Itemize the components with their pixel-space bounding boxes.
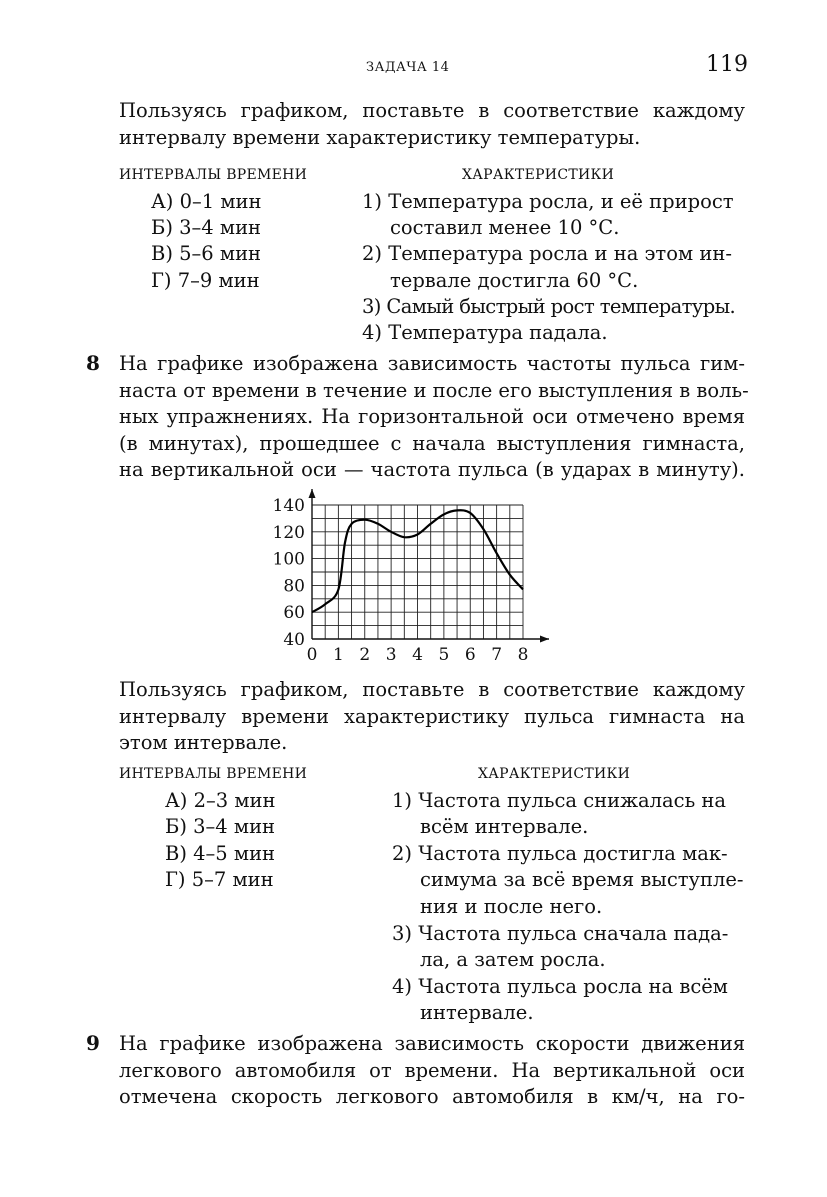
- x-tick-label: 5: [438, 645, 450, 665]
- characteristic-item: тервале достигла 60 °С.: [390, 269, 639, 292]
- characteristic-item: 1) Частота пульса снижалась на: [392, 789, 727, 812]
- x-tick-label: 2: [359, 645, 371, 665]
- page-number: 119: [706, 52, 748, 77]
- intervals-heading: ИНТЕРВАЛЫ ВРЕМЕНИ: [119, 766, 308, 782]
- running-header: ЗАДАЧА 14: [366, 60, 450, 75]
- characteristic-item: интервале.: [420, 1001, 534, 1024]
- x-tick-label: 3: [385, 645, 397, 665]
- interval-item: А) 0–1 мин: [151, 190, 262, 213]
- characteristic-item: 2) Температура росла и на этом ин-: [362, 242, 732, 265]
- task-number: 9: [86, 1031, 100, 1055]
- task8-instruction: Пользуясь графиком, поставьте в соответствие каждому интервалу времени характеристику пульса гимнаста на этом интервале.: [119, 678, 745, 754]
- x-tick-label: 4: [412, 645, 423, 665]
- interval-item: Г) 5–7 мин: [165, 868, 274, 891]
- x-tick-label: 0: [306, 645, 318, 665]
- x-tick-label: 6: [464, 645, 476, 665]
- x-tick-label: 7: [491, 645, 503, 665]
- interval-item: Г) 7–9 мин: [151, 269, 260, 292]
- interval-item: Б) 3–4 мин: [165, 815, 276, 838]
- characteristics-heading: ХАРАКТЕРИСТИКИ: [478, 766, 631, 782]
- characteristic-item: 1) Температура росла, и её прирост: [362, 190, 734, 213]
- task8-statement: На графике изображена зависимость частоты пульса гим- наста от времени в течение и после его выступления в воль- ных упражнениях. На горизонтальной оси отмечено время (в минутах), прошедшее с начала выступления гимнаста, на вертикальной оси — частота пульса (в ударах в минуту).: [119, 352, 749, 481]
- y-tick-label: 100: [272, 549, 305, 570]
- interval-item: А) 2–3 мин: [165, 789, 276, 812]
- x-tick-label: 8: [517, 645, 529, 665]
- x-tick-label: 1: [332, 645, 344, 665]
- interval-item: Б) 3–4 мин: [151, 216, 262, 239]
- characteristic-item: симума за всё время выступле-: [420, 868, 744, 891]
- characteristic-item: 4) Частота пульса росла на всём: [392, 975, 728, 998]
- y-tick-label: 120: [272, 522, 305, 543]
- interval-item: В) 5–6 мин: [151, 242, 262, 265]
- y-tick-label: 140: [272, 496, 305, 516]
- y-axis-arrow: [309, 489, 316, 498]
- intervals-heading: ИНТЕРВАЛЫ ВРЕМЕНИ: [119, 167, 308, 183]
- y-tick-label: 40: [283, 630, 305, 650]
- y-tick-label: 80: [283, 576, 305, 597]
- characteristic-item: 4) Температура падала.: [362, 321, 608, 344]
- interval-item: В) 4–5 мин: [165, 842, 276, 865]
- characteristics-heading: ХАРАКТЕРИСТИКИ: [462, 167, 615, 183]
- characteristic-item: 3) Самый быстрый рост температуры.: [362, 295, 736, 318]
- characteristic-item: 2) Частота пульса достигла мак-: [392, 842, 728, 865]
- characteristic-item: составил менее 10 °С.: [390, 216, 620, 239]
- y-tick-label: 60: [283, 603, 305, 624]
- task7-instruction: Пользуясь графиком, поставьте в соответствие каждому интервалу времени характеристику температуры.: [119, 99, 745, 149]
- characteristic-item: 3) Частота пульса сначала пада-: [392, 922, 729, 945]
- characteristic-item: ла, а затем росла.: [420, 948, 606, 971]
- task-number: 8: [86, 351, 100, 375]
- pulse-chart: [250, 480, 570, 670]
- characteristic-item: ния и после него.: [420, 895, 603, 918]
- characteristic-item: всём интервале.: [420, 815, 589, 838]
- x-axis-arrow: [540, 636, 549, 643]
- task9-statement: На графике изображена зависимость скорости движения легкового автомобиля от времени. На вертикальной оси отмечена скорость легкового автомобиля в км/ч, на го-: [119, 1032, 745, 1108]
